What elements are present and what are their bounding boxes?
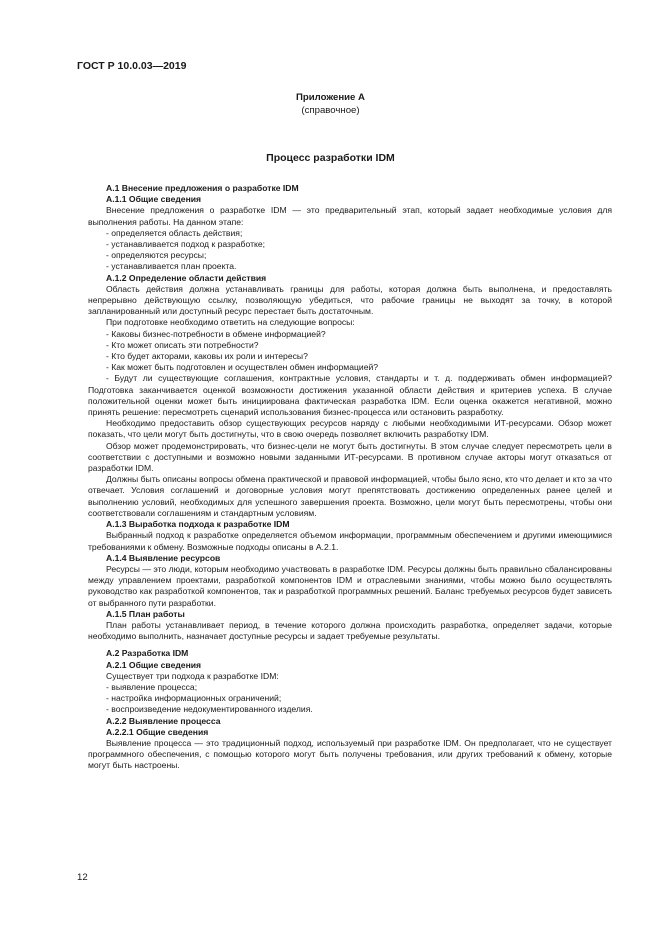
appendix-title: Приложение А <box>296 92 365 103</box>
heading-a15: А.1.5 План работы <box>106 608 185 619</box>
appendix-block <box>0 92 661 117</box>
paragraph: Выявление процесса — это традиционный подход, используемый при разработке IDM. Он предполагает, что не существует программного обеспечения, с помощью которого могут быть получены требования, или других требований к обмену, которые могут быть настроены. <box>88 737 612 771</box>
heading-a21: А.2.1 Общие сведения <box>106 659 202 670</box>
paragraph: Внесение предложения о разработке IDM — это предварительный этап, который задает необходимые условия для выполнения работы. На данном этапе: <box>88 205 612 227</box>
paragraph: Выбранный подход к разработке определяется объемом информации, программным обеспечением и другими имеющимися требованиями к обмену. Возможные подходы описаны в А.2.1. <box>88 530 612 552</box>
heading-a13: А.1.3 Выработка подхода к разработке IDM <box>106 519 290 530</box>
list-item: - Кто будет акторами, каковы их роли и интересы? <box>106 351 308 362</box>
paragraph: При подготовке необходимо ответить на следующие вопросы: <box>106 317 355 328</box>
paragraph: Существует три подхода к разработке IDM: <box>106 670 279 681</box>
list-item: - определяется область действия; <box>106 227 243 238</box>
heading-a22: А.2.2 Выявление процесса <box>106 715 221 726</box>
paragraph: Обзор может продемонстрировать, что бизнес-цели не могут быть достигнуты. В этом случае следует пересмотреть цели в соответствии с доступными и возможно новыми заданными ИТ-ресурсами. В противном случае акторы могут отказаться от разработки IDM. <box>88 440 612 474</box>
paragraph: Область действия должна устанавливать границы для работы, которая должна быть выполнена, и предоставлять непрерывно действующую ссылку, позволяющую убедиться, что рабочие границы не выходят за точку, в которой запланированный или доступный ресурс перестает быть достаточным. <box>88 283 612 317</box>
paragraph: Должны быть описаны вопросы обмена практической и правовой информацией, чтобы было ясно, кто что делает и кто за что отвечает. Условия соглашений и договорные условия могут препятствовать достижению определенных ранее целей и выполнению условий, необходимых для успешного завершения проекта. Возможно, цели могут быть пересмотрены, чтобы они соответствовали соглашениям и стандартным условиям. <box>88 474 612 518</box>
heading-a221: А.2.2.1 Общие сведения <box>106 726 209 737</box>
document-body <box>88 183 612 772</box>
list-item: - определяются ресурсы; <box>106 250 207 261</box>
heading-a14: А.1.4 Выявление ресурсов <box>106 552 221 563</box>
paragraph: - Будут ли существующие соглашения, контрактные условия, стандарты и т. д. поддерживать обмен информацией? Подготовка заканчивается оценкой возможности достижения указанной области действия и критериев успеха. В случае положительной оценки может быть инициирована фактическая разработка IDM. Если оценка окажется негативной, можно принять решение: пересмотреть сценарий использования бизнес-процесса или остановить разработку. <box>88 373 612 418</box>
paragraph: Необходимо предоставить обзор существующих ресурсов наряду с любыми необходимыми ИТ-ресурсами. Обзор может показать, что цели могут быть достигнуты, что в свою очередь позволяет включить разработку IDM. <box>88 418 612 440</box>
appendix-subtitle: (справочное) <box>301 104 360 116</box>
list-item: - устанавливается подход к разработке; <box>106 239 266 250</box>
page-number: 12 <box>77 872 88 883</box>
heading-a1: А.1 Внесение предложения о разработке IDM <box>106 183 299 193</box>
standard-header: ГОСТ Р 10.0.03—2019 <box>77 60 187 72</box>
heading-a11: А.1.1 Общие сведения <box>106 194 202 205</box>
list-item: - воспроизведение недокументированного изделия. <box>106 704 313 715</box>
paragraph: Ресурсы — это люди, которым необходимо участвовать в разработке IDM. Ресурсы должны быть правильно сбалансированы между управлением проектами, разработкой компонентов IDM и отраслевыми знаниями, чтобы можно было осуществлять руководство как разработкой компонентов, так и разработкой программных решений. Баланс требуемых ресурсов будет зависеть от выбранного пути разработки. <box>88 563 612 608</box>
main-title: Процесс разработки IDM <box>266 152 395 164</box>
list-item: - устанавливается план проекта. <box>106 261 237 272</box>
list-item: - Кто может описать эти потребности? <box>106 339 259 350</box>
list-item: - выявление процесса; <box>106 681 198 692</box>
heading-a12: А.1.2 Определение области действия <box>106 272 267 283</box>
list-item: - настройка информационных ограничений; <box>106 693 282 704</box>
list-item: - Каковы бизнес-потребности в обмене информацией? <box>106 328 326 339</box>
heading-a2: А.2 Разработка IDM <box>106 648 189 659</box>
list-item: - Как может быть подготовлен и осуществлен обмен информацией? <box>106 362 379 373</box>
paragraph: План работы устанавливает период, в течение которого должна происходить разработка, определяет задачи, которые необходимо выполнить, назначает доступные ресурсы и задает требуемые результаты. <box>88 619 612 642</box>
